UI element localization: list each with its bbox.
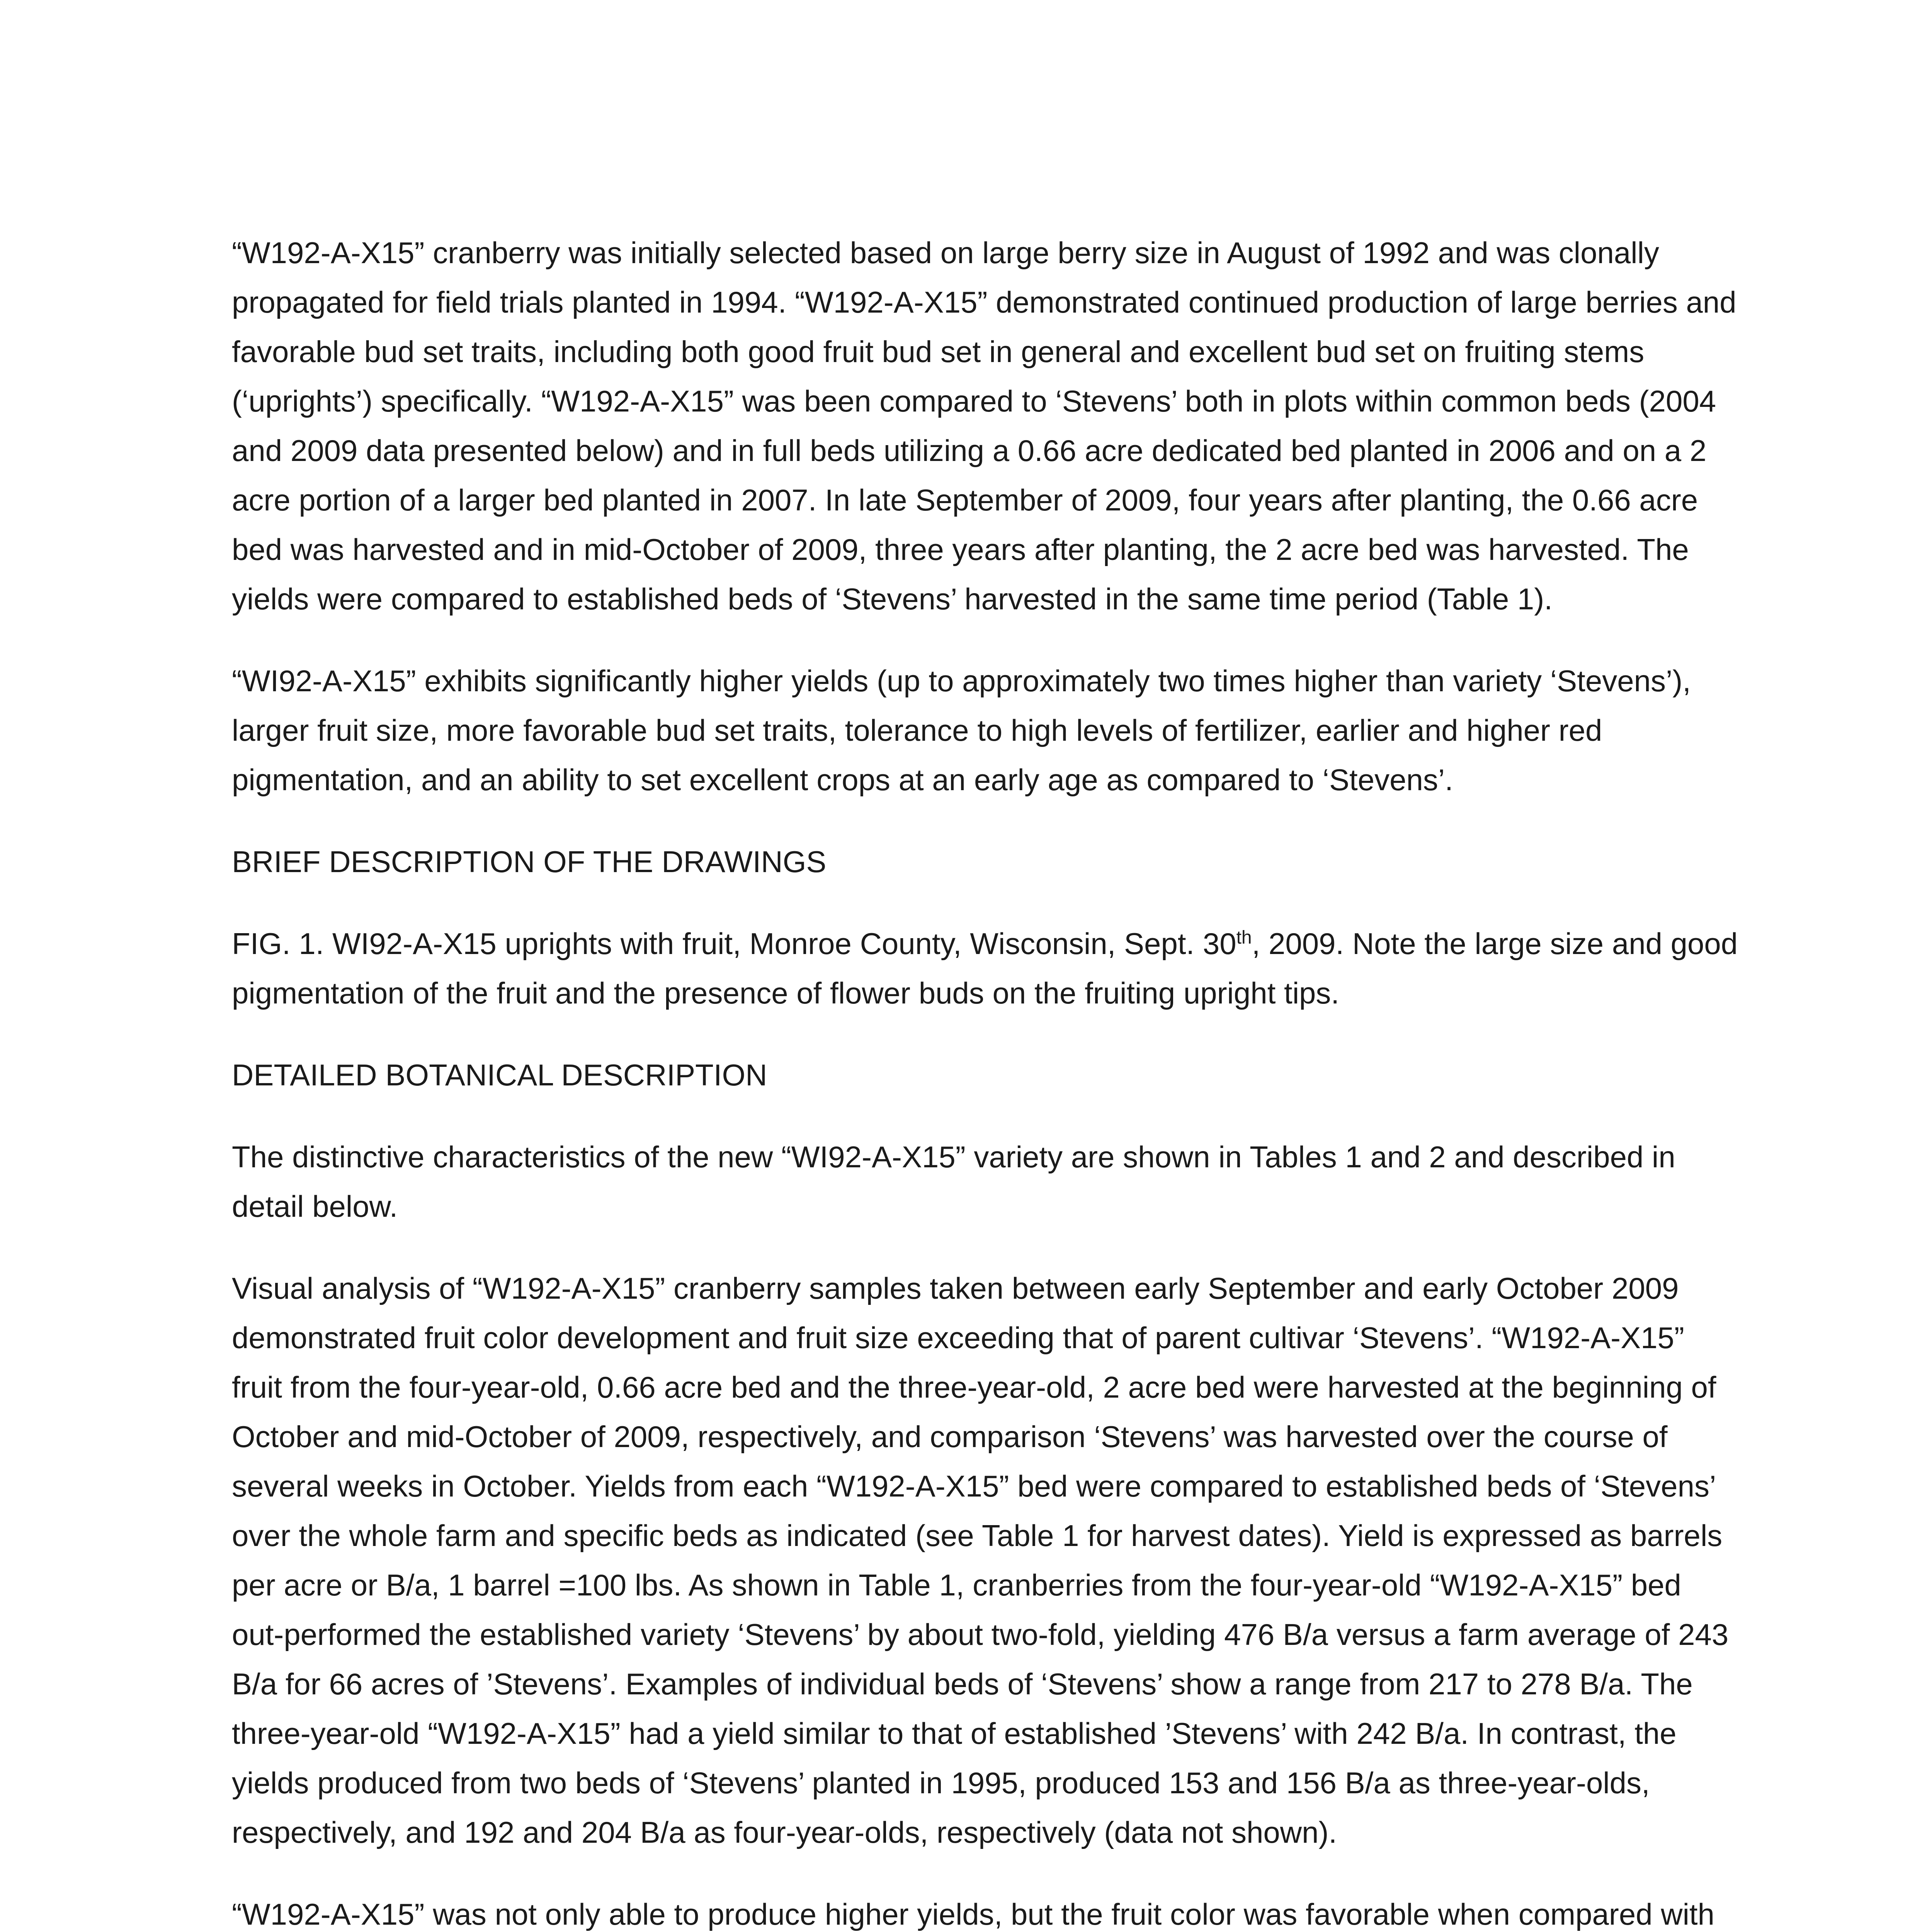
fig1-caption-end: , 2009. Note the large size and good pigmentation of the fruit and the presence of flower buds on the fruiting upright tips. (232, 927, 1738, 1010)
fig1-caption-superscript: th (1236, 927, 1252, 948)
paragraph-selection-history: “W192-A-X15” cranberry was initially selected based on large berry size in August of 1992 and was clonally propagated for field trials planted in 1994. “W192-A-X15” demonstrated continued production of large berries and favorable bud set traits, including both good fruit bud set in general and excellent bud set on fruiting stems (‘uprights’) specifically. “W192-A-X15” was been compared to ‘Stevens’ both in plots within common beds (2004 and 2009 data presented below) and in full beds utilizing a 0.66 acre dedicated bed planted in 2006 and on a 2 acre portion of a larger bed planted in 2007. In late September of 2009, four years after planting, the 0.66 acre bed was harvested and in mid-October of 2009, three years after planting, the 2 acre bed was harvested. The yields were compared to established beds of ‘Stevens’ harvested in the same time period (Table 1). (232, 236, 1736, 616)
paragraph-figure-1-caption (232, 919, 1739, 1018)
paragraph-visual-analysis-yields: Visual analysis of “W192-A-X15” cranberry samples taken between early September and early October 2009 demonstrated fruit color development and fruit size exceeding that of parent cultivar ‘Stevens’. “W192-A-X15” fruit from the four-year-old, 0.66 acre bed and the three-year-old, 2 acre bed were harvested at the beginning of October and mid-October of 2009, respectively, and comparison ‘Stevens’ was harvested over the course of several weeks in October. Yields from each “W192-A-X15” bed were compared to established beds of ‘Stevens’ over the whole farm and specific beds as indicated (see Table 1 for harvest dates). Yield is expressed as barrels per acre or B/a, 1 barrel =100 lbs. As shown in Table 1, cranberries from the four-year-old “W192-A-X15” bed out-performed the established variety ‘Stevens’ by about two-fold, yielding 476 B/a versus a farm average of 243 B/a for 66 acres of ’Stevens’. Examples of individual beds of ‘Stevens’ show a range from 217 to 278 B/a. The three-year-old “W192-A-X15” had a yield similar to that of established ’Stevens’ with 242 B/a. In contrast, the yields produced from two beds of ‘Stevens’ planted in 1995, produced 153 and 156 B/a as three-year-olds, respectively, and 192 and 204 B/a as four-year-olds, respectively (data not shown). (232, 1271, 1729, 1849)
paragraph-traits-summary: “WI92-A-X15” exhibits significantly higher yields (up to approximately two times higher than variety ‘Stevens’), larger fruit size, more favorable bud set traits, tolerance to high levels of fertilizer, earlier and higher red pigmentation, and an ability to set excellent crops at an early age as compared to ‘Stevens’. (232, 664, 1691, 797)
paragraph-fruit-color: “W192-A-X15” was not only able to produce higher yields, but the fruit color was favorable when compared with (232, 1897, 1714, 1931)
heading-detailed-botanical-description: DETAILED BOTANICAL DESCRIPTION (232, 1058, 767, 1092)
document-body (232, 228, 1739, 1932)
fig1-caption-start: FIG. 1. WI92-A-X15 uprights with fruit, Monroe County, Wisconsin, Sept. 30 (232, 927, 1236, 961)
paragraph-distinctive-characteristics: The distinctive characteristics of the new “WI92-A-X15” variety are shown in Tables 1 and 2 and described in detail below. (232, 1140, 1675, 1223)
heading-brief-description-drawings: BRIEF DESCRIPTION OF THE DRAWINGS (232, 845, 827, 879)
